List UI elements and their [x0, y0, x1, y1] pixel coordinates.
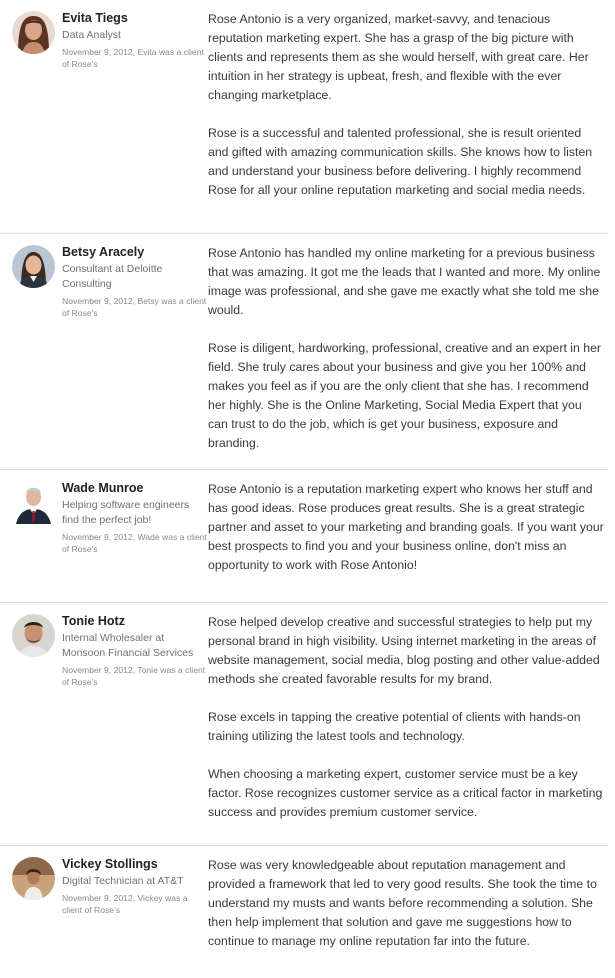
- man-portrait-icon[interactable]: [12, 614, 55, 657]
- recommender-name[interactable]: Tonie Hotz: [62, 614, 125, 628]
- recommendation-paragraph: Rose was very knowledgeable about reputation management and provided a framework that led to very good results. She took the time to understand my musts and wants before recommending a solution. She then help implement that solution and gave me suggestions how to continue to manage my online reputation far into the future.: [208, 858, 597, 948]
- recommendation-item: [0, 0, 608, 234]
- recommender-info: [62, 234, 208, 469]
- recommendation-paragraph: Rose helped develop creative and successful strategies to help put my personal brand in high visibility. Using internet marketing in the areas of website management, social media, blog posting and other value-added methods she created favorable results for my brand.: [208, 615, 600, 686]
- recommendation-paragraph: Rose Antonio is a very organized, market-savvy, and tenacious reputation marketing expert. She has a grasp of the big picture with clients and represents them as she would herself, with great care. Her intuition in her strategy is upbeat, fresh, and flexible with the ever changing marketplace.: [208, 12, 589, 102]
- recommender-headline: Internal Wholesaler at Monsoon Financial Services: [62, 632, 194, 659]
- avatar-column: [0, 846, 62, 978]
- recommender-headline: Data Analyst: [62, 29, 121, 41]
- recommendation-text: [208, 234, 608, 469]
- recommendation-item: [0, 234, 608, 470]
- recommendation-paragraph: Rose is a successful and talented professional, she is result oriented and gifted with amazing communication skills. She knows how to listen and understand your business before delivering. I highly recommend Rose for all your online reputation marketing and social media needs.: [208, 126, 593, 197]
- recommendation-paragraph: Rose is diligent, hardworking, professional, creative and an expert in her field. She truly cares about your business and give you her 100% and makes you feel as if you are the only client that she has. I recommend her highly. She is the Online Marketing, Social Media Expert that you can trust to do the job, which is get your business, exposure and branding.: [208, 341, 602, 450]
- recommendation-paragraph: When choosing a marketing expert, customer service must be a key factor. Rose recognizes customer service as a critical factor in marketing success and provides premium customer service.: [208, 767, 603, 819]
- recommendation-date: November 9, 2012, Tonie was a client of Rose's: [62, 665, 206, 687]
- recommendation-paragraph: Rose excels in tapping the creative potential of clients with hands-on training utilizing the latest tools and technology.: [208, 710, 581, 743]
- recommendation-item: [0, 603, 608, 846]
- recommendation-date: November 9, 2012, Vickey was a client of Rose's: [62, 893, 188, 915]
- recommender-headline: Digital Technician at AT&T: [62, 875, 184, 887]
- recommender-info: [62, 470, 208, 602]
- recommendation-text: [208, 0, 608, 233]
- recommendation-text: [208, 470, 608, 602]
- man-portrait-icon[interactable]: [12, 481, 55, 524]
- recommender-info: [62, 0, 208, 233]
- avatar-column: [0, 234, 62, 469]
- recommendation-date: November 9, 2012, Betsy was a client of Rose's: [62, 296, 207, 318]
- recommendation-date: November 9, 2012, Evita was a client of Rose's: [62, 47, 204, 69]
- recommender-name[interactable]: Betsy Aracely: [62, 245, 145, 259]
- recommendation-date: November 9, 2012, Wade was a client of Rose's: [62, 532, 207, 554]
- recommendation-text: [208, 603, 608, 845]
- recommender-info: [62, 603, 208, 845]
- avatar-column: [0, 0, 62, 233]
- recommender-headline: Helping software engineers find the perfect job!: [62, 499, 190, 526]
- woman-portrait-icon[interactable]: [12, 245, 55, 288]
- recommender-info: [62, 846, 208, 978]
- recommender-name[interactable]: Vickey Stollings: [62, 857, 158, 871]
- avatar-column: [0, 470, 62, 602]
- recommender-name[interactable]: Evita Tiegs: [62, 11, 128, 25]
- recommender-name[interactable]: Wade Munroe: [62, 481, 144, 495]
- recommendation-item: [0, 846, 608, 978]
- woman-portrait-icon[interactable]: [12, 857, 55, 900]
- avatar-column: [0, 603, 62, 845]
- recommendation-item: [0, 470, 608, 603]
- recommender-headline: Consultant at Deloitte Consulting: [62, 263, 163, 290]
- woman-portrait-icon[interactable]: [12, 11, 55, 54]
- recommendation-paragraph: Rose Antonio has handled my online marketing for a previous business that was amazing. It got me the leads that I wanted and more. My online image was professional, and she gave me exactly what she told me she would.: [208, 246, 601, 317]
- recommendation-paragraph: Rose Antonio is a reputation marketing expert who knows her stuff and has good ideas. Rose produces great results. She is a great strategic partner and asset to your marketing and branding goals. If you want your best prospects to find you and your business online, don't miss an opportunity to work with Rose Antonio!: [208, 482, 604, 572]
- recommendation-text: [208, 846, 608, 978]
